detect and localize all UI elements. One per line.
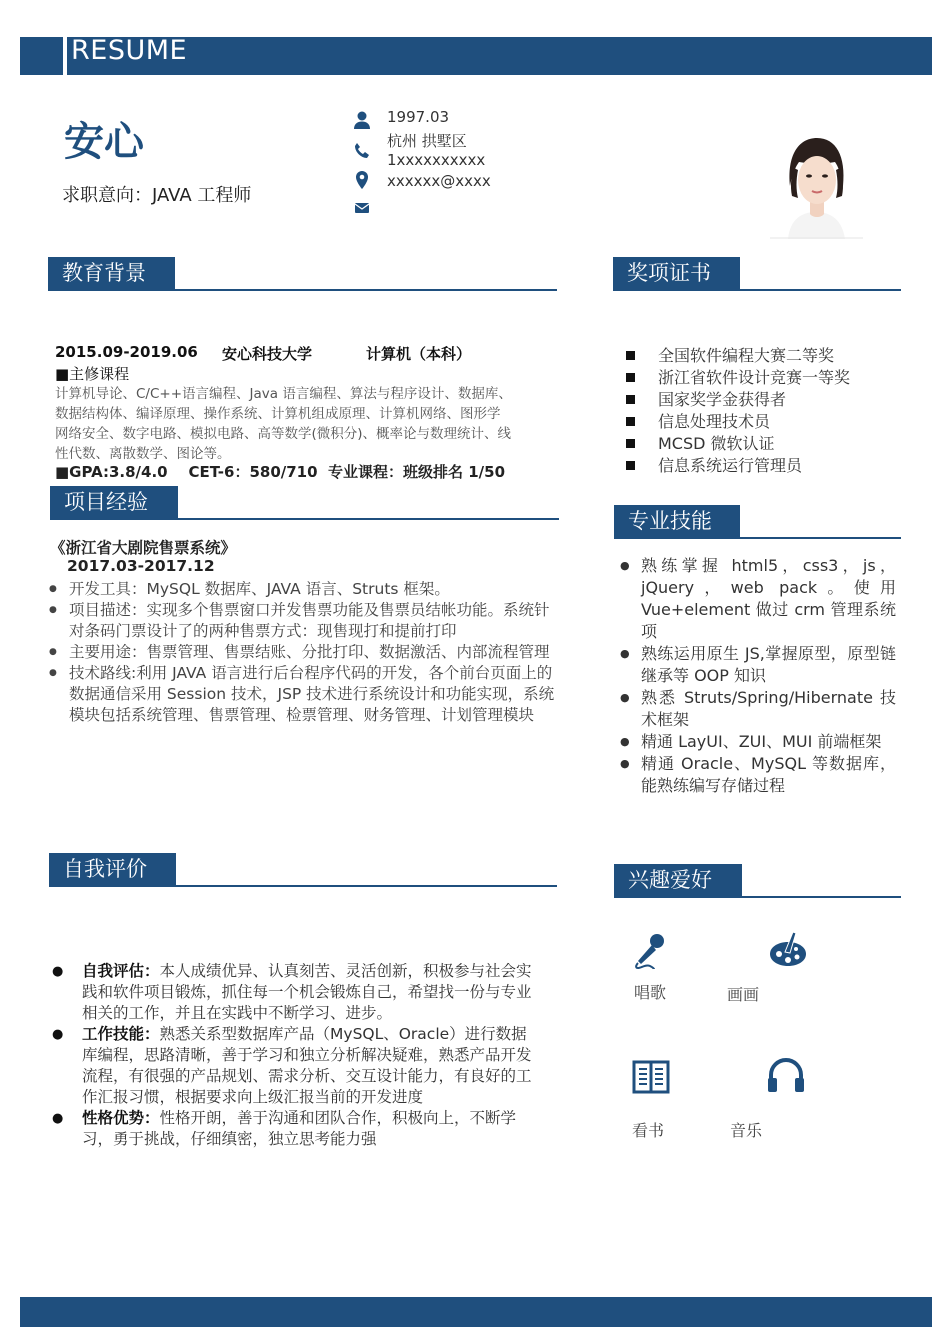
project-detail-item: ● 开发工具：MySQL 数据库、JAVA 语言、Struts 框架。	[49, 579, 559, 600]
hobbies-section-title: 兴趣爱好	[614, 864, 742, 896]
skill-item: ● 熟练运用原生 JS,掌握原型，原型链继承等 OOP 知识	[619, 643, 896, 687]
self-eval-list	[50, 961, 540, 1150]
self-eval-item	[50, 1108, 540, 1150]
awards-list	[626, 345, 896, 477]
award-item: 信息系统运行管理员	[626, 455, 896, 477]
profile-photo	[770, 128, 863, 239]
location-icon	[352, 170, 372, 190]
header-divider	[63, 37, 67, 75]
mail-icon	[352, 198, 372, 218]
skills-divider	[614, 537, 901, 539]
email-text: xxxxxx@xxxx	[387, 172, 491, 190]
book-icon	[631, 1057, 671, 1097]
microphone-icon	[630, 930, 670, 970]
award-item: 国家奖学金获得者	[626, 389, 896, 411]
courses-line: 数据结构体、编译原理、操作系统、计算机组成原理、计算机网络、图形学	[55, 406, 501, 422]
self-eval-label: 工作技能：	[82, 1025, 160, 1043]
projects-divider	[50, 518, 559, 520]
award-item: MCSD 微软认证	[626, 433, 896, 455]
candidate-name: 安心	[64, 119, 144, 165]
self-eval-section-title: 自我评价	[49, 853, 176, 885]
self-eval-text: 性格开朗，善于沟通和团队合作，积极向上，不断学习，勇于挑战，仔细缜密，独立思考能力强	[82, 1109, 517, 1148]
project-details	[49, 579, 559, 726]
project-detail-item: ● 技术路线:利用 JAVA 语言进行后台程序代码的开发，各个前台页面上的数据通信采用 Session 技术，JSP 技术进行系统设计和功能实现，系统模块包括系统管理、售票管理、检票管理、财务管理、计划管理模块	[49, 663, 559, 726]
self-eval-divider	[49, 885, 557, 887]
skills-section-title: 专业技能	[614, 505, 740, 537]
education-major: 计算机（本科）	[366, 345, 472, 363]
headphones-icon	[766, 1055, 806, 1095]
skill-item: ● 精通 Oracle、MySQL 等数据库，能熟练编写存储过程	[619, 753, 896, 797]
courses-line: 网络安全、数字电路、模拟电路、高等数学(微积分)、概率论与数理统计、线	[55, 426, 512, 442]
awards-section-title: 奖项证书	[613, 257, 740, 289]
birth-date: 1997.03	[387, 108, 450, 126]
self-eval-item	[50, 1024, 540, 1108]
education-period: 2015.09-2019.06	[55, 343, 198, 361]
hobby-label: 音乐	[730, 1121, 763, 1140]
project-detail-item: ● 主要用途：售票管理、售票结账、分批打印、数据激活、内部流程管理	[49, 642, 559, 663]
project-period: 2017.03-2017.12	[67, 557, 215, 575]
award-item: 浙江省软件设计竞赛一等奖	[626, 367, 896, 389]
project-name: 《浙江省大剧院售票系统》	[50, 539, 237, 557]
self-eval-text: 熟悉关系型数据库产品（MySQL、Oracle）进行数据库编程，思路清晰，善于学习和独立分析解决疑难，熟悉产品开发流程，有很强的产品规划、需求分析、交互设计能力，有良好的工作汇报习惯，根据要求向上级汇报当前的开发进度	[82, 1025, 532, 1106]
resume-title: RESUME	[71, 35, 188, 66]
self-eval-label: 性格优势：	[82, 1109, 160, 1127]
courses-title: ■主修课程	[55, 365, 130, 383]
skill-item: ● 熟练掌握 html5，css3，js，jQuery，web pack。使用 Vue+element 做过 crm 管理系统项	[619, 555, 896, 643]
self-eval-text: 本人成绩优异、认真刻苦、灵活创新，积极参与社会实践和软件项目锻炼，抓住每一个机会锻炼自己，希望找一份与专业相关的工作，并且在实践中不断学习、进步。	[82, 962, 532, 1022]
hobby-label: 唱歌	[634, 983, 667, 1002]
phone-text: 1xxxxxxxxxx	[387, 151, 486, 169]
hobby-label: 看书	[632, 1121, 665, 1140]
phone-icon	[352, 141, 372, 161]
footer-bar	[20, 1297, 932, 1327]
project-detail-item: ● 项目描述：实现多个售票窗口并发售票功能及售票员结帐功能。系统针对条码门票设计了的两种售票方式：现售现打和提前打印	[49, 600, 559, 642]
courses-line: 计算机导论、C/C++语言编程、Java 语言编程、算法与程序设计、数据库、	[55, 386, 512, 402]
award-item: 信息处理技术员	[626, 411, 896, 433]
skills-list	[619, 555, 896, 797]
skill-item: ● 精通 LayUI、ZUI、MUI 前端框架	[619, 731, 896, 753]
hobby-label: 画画	[727, 985, 760, 1004]
person-icon	[352, 110, 372, 130]
projects-section-title: 项目经验	[50, 486, 178, 518]
awards-divider	[613, 289, 901, 291]
skill-item: ● 熟悉 Struts/Spring/Hibernate 技术框架	[619, 687, 896, 731]
job-objective: 求职意向：JAVA 工程师	[62, 185, 252, 206]
palette-icon	[768, 930, 808, 970]
education-divider	[48, 289, 557, 291]
courses-line: 性代数、离散数学、图论等。	[55, 446, 231, 462]
hobbies-divider	[614, 896, 901, 898]
education-section-title: 教育背景	[48, 257, 175, 289]
education-school: 安心科技大学	[222, 345, 313, 363]
location-text: 杭州 拱墅区	[387, 132, 467, 150]
award-item: 全国软件编程大赛二等奖	[626, 345, 896, 367]
self-eval-label: 自我评估：	[82, 962, 160, 980]
self-eval-item	[50, 961, 540, 1024]
gpa-line: ■GPA:3.8/4.0 CET-6：580/710 专业课程：班级排名 1/50	[55, 463, 506, 481]
courses-list	[55, 384, 555, 464]
